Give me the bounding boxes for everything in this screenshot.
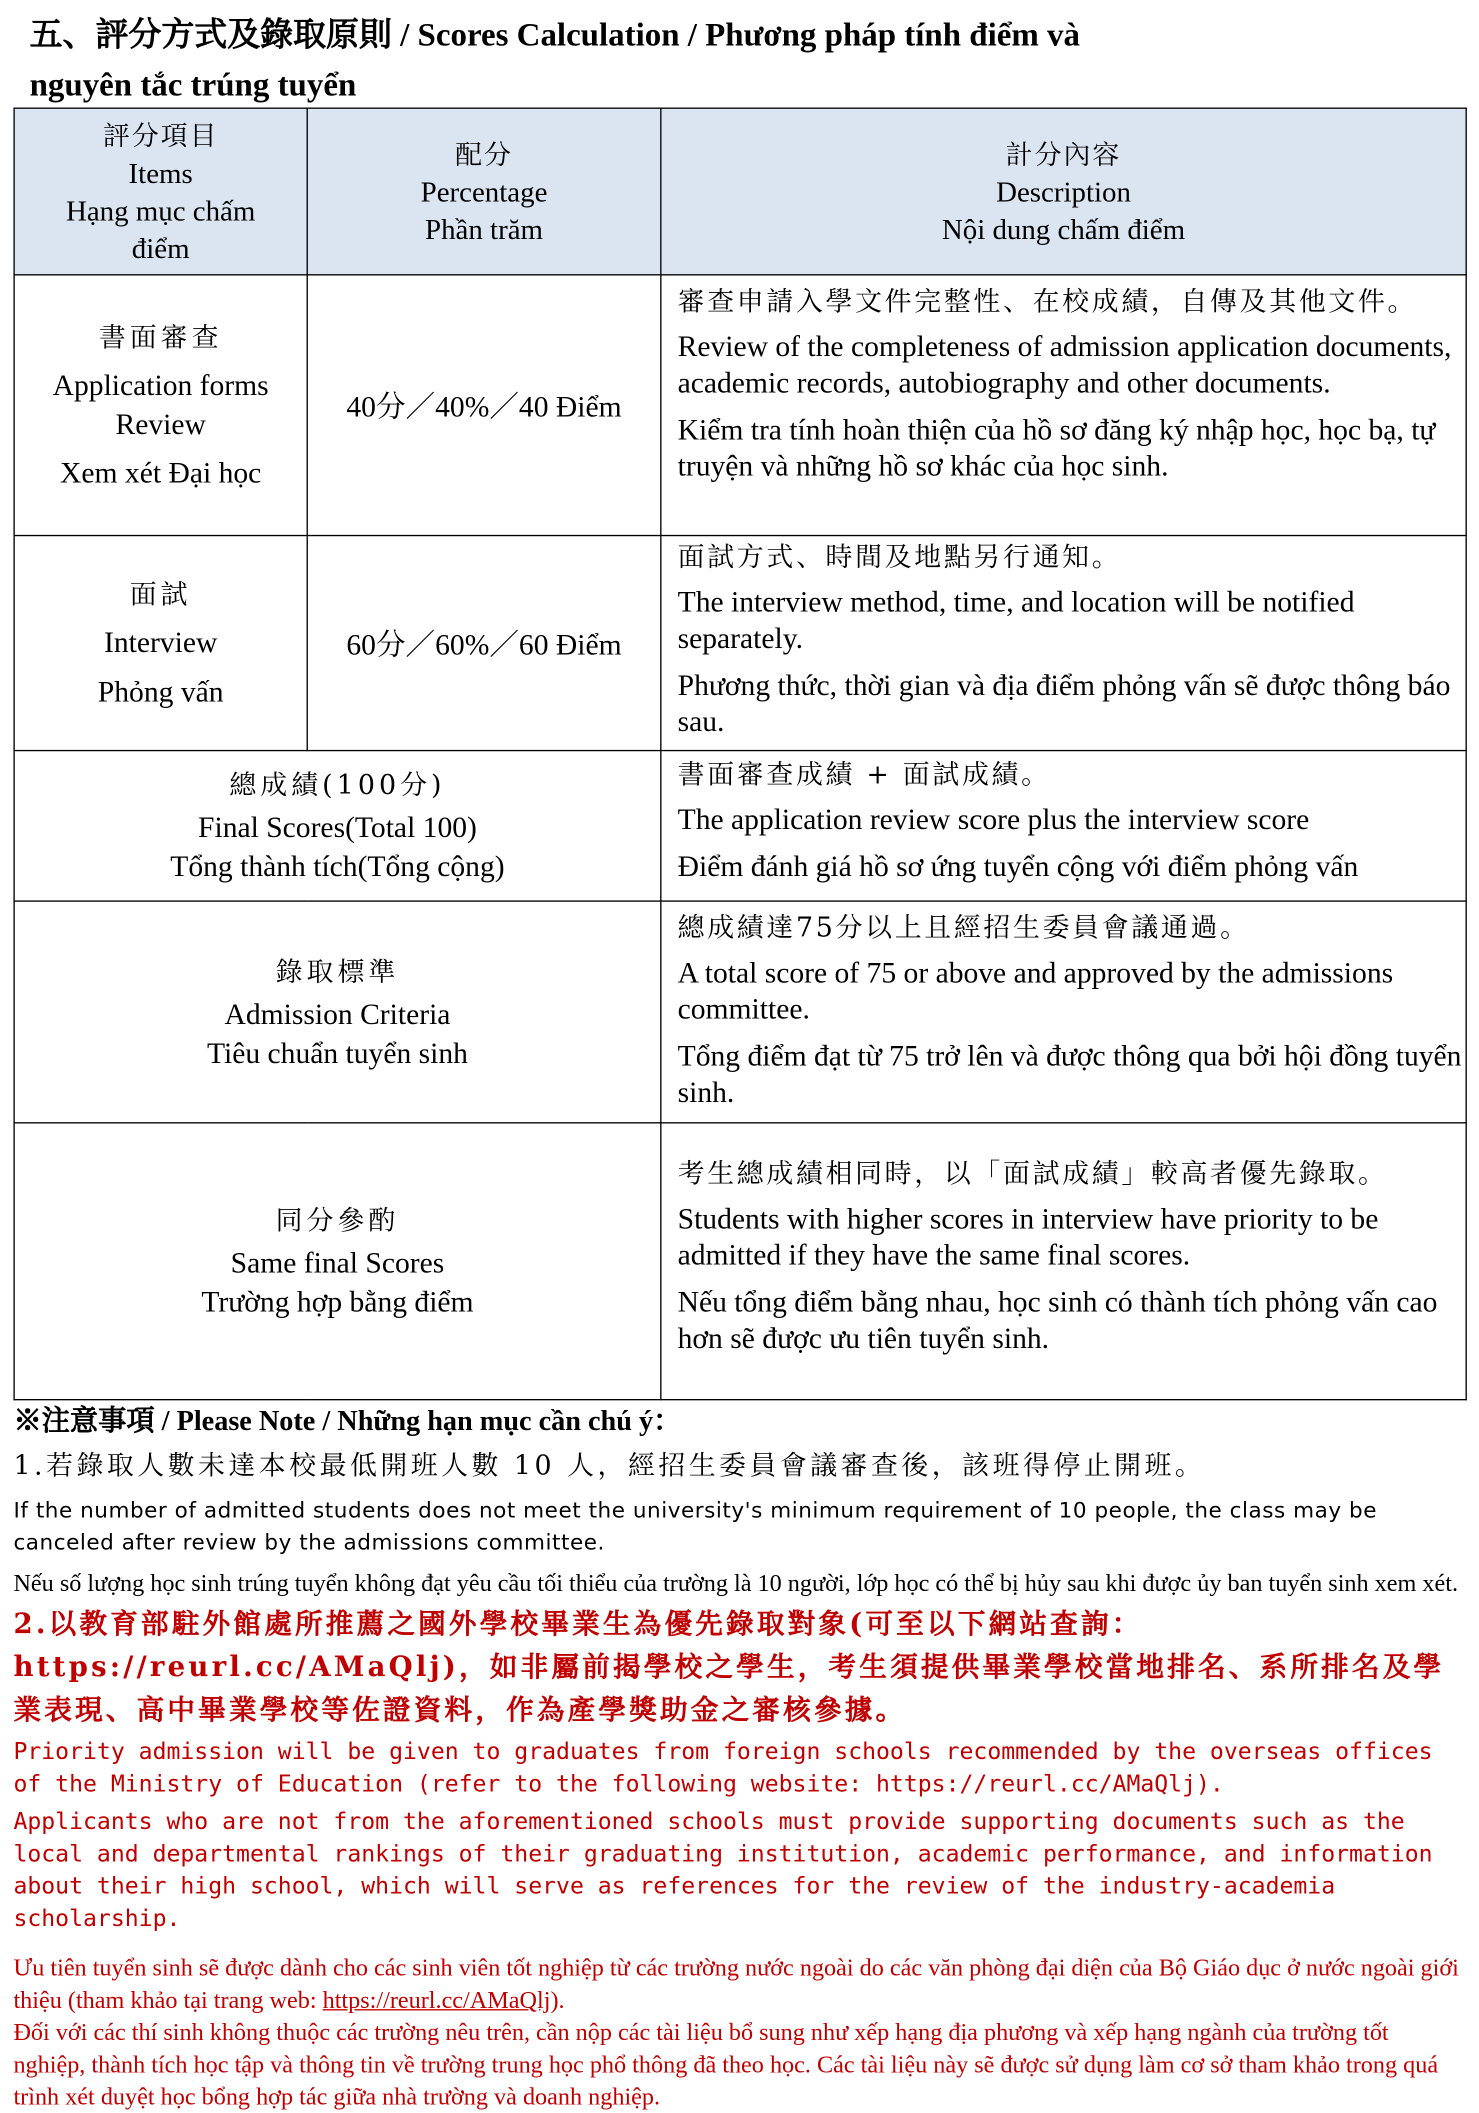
note-1-en: If the number of admitted students does not meet the university's minimum requirement of 10 people, the class may be canceled after review by the admissions committee. (13, 1497, 1377, 1555)
row-description-zh: 審查申請入學文件完整性、在校成績，自傳及其他文件。 (677, 284, 1418, 318)
row-item-zh: 書面審查 (98, 321, 223, 354)
note-2-vi-priority-text: Ưu tiên tuyển sinh sẽ được dành cho các sinh viên tốt nghiệp từ các trường nước ngoài do các văn phòng đại diện của Bộ Giáo dục ở nước ngoài giới thiệu (tham khảo tại trang web: (13, 1954, 1459, 2014)
row-description-vi: Điểm đánh giá hồ sơ ứng tuyển cộng với điểm phỏng vấn (677, 849, 1359, 883)
note-2-vi-priority-end: ). (550, 1986, 565, 2014)
table-header-row (14, 108, 1466, 275)
header-percentage-zh: 配分 (455, 137, 513, 171)
row-item-en: Application forms (52, 368, 269, 402)
note-2-vi-documents: Đối với các thí sinh không thuộc các trường nêu trên, cần nộp các tài liệu bổ sung như xếp hạng địa phương và xếp hạng ngành của trường tốt nghiệp, thành tích học tập và thông tin về trường trung học phổ thông đã theo học. Các tài liệu này sẽ được sử dụng làm cơ sở tham khảo trong quá trình xét duyệt học bổng hợp tác giữa nhà trường và doanh nghiệp. (13, 2018, 1439, 2110)
row-description-zh: 書面審查成績 + 面試成績。 (677, 757, 1051, 791)
note-2-vi-priority (13, 1951, 1465, 2016)
header-percentage-vi: Phần trăm (425, 213, 544, 246)
table-row (14, 901, 1466, 1123)
row-item-vi: Tổng thành tích(Tổng cộng) (170, 849, 505, 883)
row-description (661, 751, 1466, 902)
row-item-zh: 面試 (129, 577, 192, 611)
header-percentage-en: Percentage (420, 175, 548, 208)
note-1-zh: 1.若錄取人數未達本校最低開班人數 10 人，經招生委員會議審查後，該班得停止開班。 (13, 1448, 1206, 1481)
note-2-en-priority: Priority admission will be given to graduates from foreign schools recommended by the overseas offices of the Ministry of Education (refer to the following website: https://reurl.cc/AMaQlj). (13, 1739, 1433, 1799)
row-description (661, 536, 1466, 751)
row-item-zh: 同分參酌 (275, 1204, 400, 1237)
row-description-en: Students with higher scores in interview have priority to be admitted if they have the same final scores. (677, 1201, 1379, 1272)
table-row (14, 536, 1466, 751)
row-description-zh: 面試方式、時間及地點另行通知。 (677, 540, 1122, 573)
row-item-zh: 總成績(100分) (229, 768, 446, 801)
row-description-zh: 總成績達75分以上且經招生委員會議通過。 (677, 911, 1250, 944)
row-item-zh: 錄取標準 (275, 954, 400, 988)
row-item-vi: Xem xét Đại học (60, 455, 262, 490)
row-description (661, 901, 1466, 1123)
header-percentage (307, 108, 661, 275)
table-row (14, 275, 1466, 536)
heading-line-2: nguyên tắc trúng tuyển (29, 67, 357, 104)
note-2-en-documents: Applicants who are not from the aforementioned schools must provide supporting documents such as the local and departmental rankings of their graduating institution, academic performance, and information about their high school, which will serve as references for the review of the industry-academia scholarship. (13, 1808, 1433, 1933)
header-description-en: Description (996, 175, 1131, 208)
header-description-vi: Nội dung chấm điểm (941, 213, 1186, 246)
reurl-link[interactable]: https://reurl.cc/AMaQlj (322, 1986, 551, 2014)
row-item-en: Admission Criteria (224, 996, 451, 1031)
row-description (661, 1123, 1466, 1400)
row-description-en: The interview method, time, and location will be notified separately. (677, 584, 1355, 655)
section-heading (30, 11, 1469, 110)
header-items-vi-2: điểm (131, 231, 190, 265)
header-items-en: Items (128, 156, 193, 189)
row-item-en-2: Review (115, 407, 206, 441)
row-item-en: Same final Scores (230, 1245, 445, 1280)
notes-section (13, 1400, 1465, 2112)
row-percentage: 40分／40%／40 Điểm (307, 275, 661, 536)
row-description-en: A total score of 75 or above and approved by the admissions committee. (677, 955, 1394, 1026)
row-item-en: Final Scores(Total 100) (198, 810, 477, 844)
row-description-vi: Kiểm tra tính hoàn thiện của hồ sơ đăng ký nhập học, học bạ, tự truyện và những hồ sơ khác của học sinh. (677, 412, 1436, 483)
row-description-vi: Nếu tổng điểm bằng nhau, học sinh có thành tích phỏng vấn cao hơn sẽ được ưu tiên tuyển sinh. (677, 1284, 1438, 1355)
table-row (14, 751, 1466, 902)
row-description-vi: Tổng điểm đạt từ 75 trở lên và được thông qua bởi hội đồng tuyển sinh. (677, 1038, 1462, 1109)
row-item-vi: Tiêu chuẩn tuyển sinh (206, 1035, 468, 1070)
table-row (14, 1123, 1466, 1400)
header-items-vi: Hạng mục chấm (65, 194, 256, 227)
scores-table (13, 108, 1466, 1401)
row-description-vi: Phương thức, thời gian và địa điểm phỏng vấn sẽ được thông báo sau. (677, 667, 1451, 738)
row-description (661, 275, 1466, 536)
notes-title: ※注意事項 / Please Note / Những hạn mục cần chú ý： (13, 1404, 682, 1437)
header-description (661, 108, 1466, 275)
heading-line-1: 五、評分方式及錄取原則 / Scores Calculation / Phương pháp tính điểm và (29, 17, 1081, 54)
row-item (14, 536, 307, 751)
row-item (14, 1123, 661, 1400)
row-item-en: Interview (103, 624, 218, 659)
row-description-en: Review of the completeness of admission application documents, academic records, autobiography and other documents. (677, 329, 1452, 400)
note-2-zh: 2.以教育部駐外館處所推薦之國外學校畢業生為優先錄取對象(可至以下網站查詢：https://reurl.cc/AMaQlj)，如非屬前揭學校之學生，考生須提供畢業學校當地排名、系所排名及學業表現、高中畢業學校等佐證資料，作為產學獎助金之審核參據。 (13, 1607, 1445, 1726)
header-description-zh: 計分內容 (1005, 137, 1122, 171)
header-items (14, 108, 307, 275)
row-item (14, 275, 307, 536)
row-item-vi: Phỏng vấn (97, 674, 224, 709)
row-item (14, 751, 661, 902)
row-description-en: The application review score plus the interview score (677, 802, 1310, 836)
row-percentage: 60分／60%／60 Điểm (307, 536, 661, 751)
row-item (14, 901, 661, 1123)
row-item-vi: Trường hợp bằng điểm (201, 1284, 474, 1319)
row-description-zh: 考生總成績相同時，以「面試成績」較高者優先錄取。 (677, 1157, 1388, 1190)
note-1-vi: Nếu số lượng học sinh trúng tuyển không đạt yêu cầu tối thiểu của trường là 10 người, lớp học có thể bị hủy sau khi được ủy ban tuyển sinh xem xét. (13, 1569, 1459, 1597)
header-items-zh: 評分項目 (102, 118, 219, 152)
